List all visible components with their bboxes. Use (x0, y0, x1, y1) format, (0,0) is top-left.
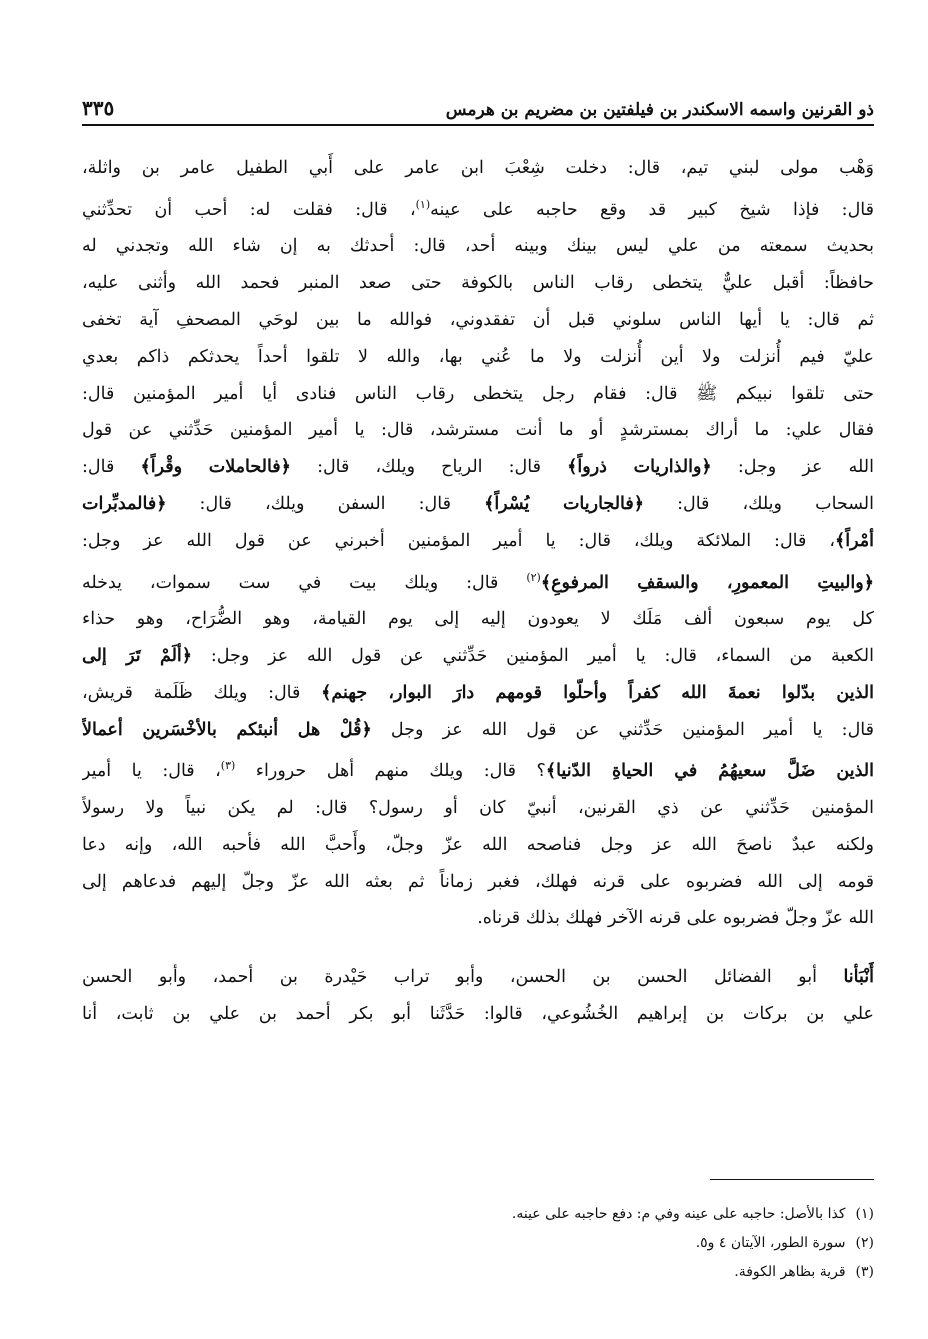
text-line: ولكنه عبدٌ ناصحَ الله عز وجل فناصحه الله عزّ وجلّ، وأَحبَّ الله فأحبه الله، وإنه دعا (82, 834, 874, 855)
text-line: قال: يا أمير المؤمنين حَدِّثني عن قول الله عز وجل ﴿قُلْ هل أنبئكم بالأخْسَرين أعمالاً (82, 719, 874, 740)
footnote-rule (710, 1179, 874, 1180)
text-line: حتى تلقوا نبيكم ﷺ قال: فقام رجل يتخطى رقاب الناس فنادى أيا أمير المؤمنين قال: (82, 383, 874, 404)
quran-quote: ﴿فالمدبِّرات (82, 494, 167, 514)
quran-quote: ﴿فالحاملات وقْراً﴾ (140, 457, 291, 478)
footnote-number: (٢) (855, 1235, 874, 1251)
text-line: الذين ضَلَّ سعيهُمُ في الحياةِ الدّنيا﴾؟ قال: ويلك منهم أهل حروراء $^{(٣)}$، قال: يا أمير (82, 759, 874, 782)
text-line: الكعبة من السماء، قال: يا أمير المؤمنين حَدِّثني عن قول الله عز وجل: ﴿ألَمْ تَرَ إلى (82, 646, 874, 667)
footnote (82, 1200, 874, 1229)
footnote-number: (٣) (855, 1264, 874, 1280)
text-line: ثم قال: يا أيها الناس سلوني قبل أن تفقدوني، فوالله ما بين لوحَي المصحفِ آية تخفى (82, 310, 874, 331)
footnote-ref: (٢) (526, 570, 541, 584)
quran-quote: الذين بدّلوا نعمةَ الله كفراً وأحلّوا قومهم دارَ البوار، جهنم﴾ (321, 682, 874, 703)
text-line: وَهْب مولى لبني تيم، قال: دخلت شِعْبَ ابن عامر على أَبي الطفيل عامر بن واثلة، (82, 158, 874, 178)
text-line: الذين بدّلوا نعمةَ الله كفراً وأحلّوا قومهم دارَ البوار، جهنم﴾ قال: ويلك ظَلَمة قريش، (82, 682, 874, 703)
footnote-number: (١) (855, 1206, 874, 1222)
header-rule (82, 124, 874, 126)
quran-quote: ﴿ألَمْ تَرَ إلى (82, 646, 193, 667)
text-line: عليّ فيم أُنزلت ولا أين أُنزلت ولا ما عُني بها، والله لا تلقوا أحداً يحدثكم ذاكم بعدي (82, 346, 874, 367)
footnote-text: قرية بظاهر الكوفة. (734, 1264, 846, 1280)
quran-quote: ﴿قُلْ هل أنبئكم بالأخْسَرين أعمالاً (82, 719, 372, 740)
text-line: المؤمنين حَدِّثني عن ذي القرنين، أنبيّ كان أو رسول؟ قال: لم يكن نبياً ولا رسولاً (82, 798, 874, 819)
text-line: حافظاً: أقبل عليٌّ يتخطى رقاب الناس بالكوفة حتى صعد المنبر فحمد الله وأثنى عليه، (82, 273, 874, 294)
text-line: الله عز وجل: ﴿والذاريات ذرواً﴾ قال: الرياح ويلك، قال: ﴿فالحاملات وقْراً﴾ قال: (82, 457, 874, 478)
text-line: الله عزّ وجلّ فضربوه على قرنه الآخر فهلك بذلك قرناه. (477, 908, 874, 929)
footnote (82, 1229, 874, 1258)
main-text (82, 150, 874, 1033)
text-line: علي بن بركات بن إبراهيم الخُشُوعي، قالوا: حَدَّثَنا أبو بكر أحمد بن علي بن ثابت، أنا (82, 1004, 874, 1025)
text-line: ﴿والبيتِ المعمورِ، والسقفِ المرفوعِ﴾$^{(٢)}$ قال: ويلك بيت في ست سموات، يدخله (82, 570, 874, 593)
footnote-ref: (٣) (220, 759, 236, 773)
quran-quote: ﴿فالجاريات يُسْراً﴾ (484, 494, 644, 514)
text-line: أمْراً﴾، قال: الملائكة ويلك، قال: يا أمير المؤمنين أخبرني عن قول الله عز وجل: (82, 530, 874, 551)
text-line: قال: فإذا شيخ كبير قد وقع حاجبه على عينه$^{(١)}$، قال: فقلت له: أحب أن تحدِّثني (82, 197, 874, 220)
quran-quote: ﴿والبيتِ المعمورِ، والسقفِ المرفوعِ﴾ (540, 572, 874, 593)
footnote-text: سورة الطور، الآيتان ٤ و٥. (695, 1235, 846, 1251)
text-line: السحاب ويلك، قال: ﴿فالجاريات يُسْراً﴾ قال: السفن ويلك، قال: ﴿فالمدبِّرات (82, 494, 874, 514)
page-header (82, 84, 874, 120)
footnote-ref: (١) (415, 197, 431, 211)
paragraph-2 (82, 959, 874, 1033)
text-line: أَنْبَأنا أبو الفضائل الحسن بن الحسن، وأبو تراب حَيْدرة بن أحمد، وأبو الحسن (82, 967, 874, 988)
paragraph-1 (82, 150, 874, 937)
text-line: قومه إلى الله فضربوه على قرنه فهلك، فغبر زماناً ثم بعثه الله عزّ وجلّ إليهم فدعاهم إلى (82, 871, 874, 892)
quran-quote: الذين ضَلَّ سعيهُمُ في الحياةِ الدّنيا﴾ (545, 761, 874, 782)
text-line: فقال علي: ما أراك بمسترشدٍ أو ما أنت مسترشد، قال: يا أمير المؤمنين حَدِّثني عن قول (82, 420, 874, 441)
running-title: ذو القرنين واسمه الاسكندر بن فيلفتين بن مضريم بن هرمس (445, 100, 874, 120)
page-number: ٣٣٥ (82, 96, 115, 120)
isnad-keyword: أَنْبَأنا (843, 967, 874, 988)
text-line: بحديث سمعته من علي ليس بينك وبينه أحد، قال: أحدثك به إن شاء الله وتجدني له (82, 236, 874, 257)
quran-quote: أمْراً﴾ (834, 530, 874, 551)
text-line: كل يوم سبعون ألف مَلَك لا يعودون إليه إلى يوم القيامة، وهو الضُّرَاح، وهو حذاء (82, 609, 874, 630)
quran-quote: ﴿والذاريات ذرواً﴾ (567, 457, 712, 478)
footnotes (82, 1200, 874, 1287)
footnote-text: كذا بالأصل: حاجبه على عينه وفي م: دفع حاجبه على عينه. (511, 1206, 846, 1222)
footnote (82, 1258, 874, 1287)
